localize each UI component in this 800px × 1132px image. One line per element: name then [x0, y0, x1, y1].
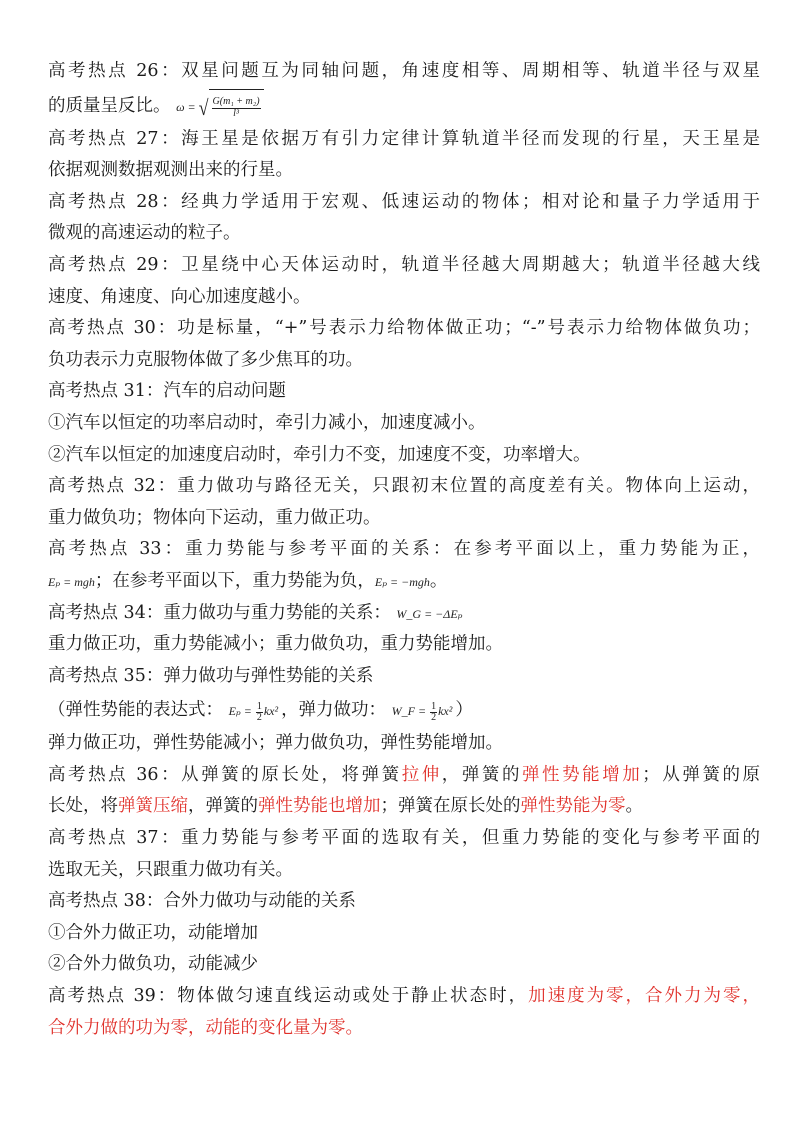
text-line: 负功表示力克服物体做了多少焦耳的功。 [48, 349, 363, 370]
highlight-text: 弹簧压缩 [118, 796, 188, 817]
highlight-line: 合外力做的功为零，动能的变化量为零。 [48, 1017, 363, 1038]
elastic-work-formula [391, 700, 456, 724]
text-line: 高考热点 32：重力做功与路径无关，只跟初末位置的高度差有关。物体向上运动， [48, 476, 760, 497]
elastic-ep-lhs: Eₚ = [228, 704, 252, 719]
text-line: 高考热点 31：汽车的启动问题 [48, 381, 286, 402]
text-span: 。 [625, 796, 643, 817]
text-span: 高考热点 39：物体做匀速直线运动或处于静止状态时， [48, 986, 529, 1007]
half-numerator: 1 [256, 700, 262, 712]
text-line: 高考热点 27：海王星是依据万有引力定律计算轨道半径而发现的行星，天王星是 [48, 128, 760, 149]
text-span: 。 [429, 570, 448, 591]
text-span: ，弹簧的 [188, 796, 258, 817]
text-line: ②合外力做负功，动能减少 [48, 954, 258, 975]
text-span: ，弹簧的 [441, 764, 522, 785]
document-body [48, 56, 760, 1044]
text-line: 高考热点 33：重力势能与参考平面的关系：在参考平面以上，重力势能为正， [48, 539, 760, 560]
omega-denominator: l³ [233, 107, 239, 119]
highlight-text: 加速度为零，合外力为零， [528, 986, 760, 1007]
kx2-term: kx² [263, 704, 279, 719]
text-span: ；弹簧在原长处的 [380, 796, 521, 817]
text-line: 高考热点 37：重力势能与参考平面的选取有关，但重力势能的变化与参考平面的 [48, 828, 760, 849]
text-line: 微观的高速运动的粒子。 [48, 223, 241, 244]
text-line [48, 598, 760, 630]
elastic-w-lhs: W_F = [391, 704, 427, 719]
text-span: ，弹力做功： [281, 700, 387, 721]
highlight-text: 弹性势能为零 [520, 796, 626, 817]
text-line: 高考热点 26：双星问题互为同轴问题，角速度相等、周期相等、轨道半径与双星 [48, 61, 760, 81]
omega-formula [176, 95, 264, 120]
text-line: 重力做负功；物体向下运动，重力做正功。 [48, 507, 381, 528]
elastic-ep-formula [228, 700, 281, 724]
text-line: 弹力做正功，弹性势能减小；弹力做负功，弹性势能增加。 [48, 733, 503, 754]
text-line [48, 760, 760, 792]
text-line: ②汽车以恒定的加速度启动时，牵引力不变，加速度不变，功率增大。 [48, 444, 591, 465]
sqrt-icon: √ $\frac{\text{G(m₁ + m₂)}}{\text{l³}}$ [199, 89, 264, 126]
text-line: 重力做正功，重力势能减小；重力做负功，重力势能增加。 [48, 634, 503, 655]
half-denominator: 2 [431, 712, 437, 724]
text-line: ①汽车以恒定的功率启动时，牵引力减小，加速度减小。 [48, 412, 486, 433]
kx2-term: kx² [438, 704, 453, 719]
omega-lhs: ω = [176, 99, 196, 114]
text-span: 高考热点 36：从弹簧的原长处，将弹簧 [48, 764, 402, 785]
half-numerator: 1 [431, 700, 437, 712]
text-line: 选取无关，只跟重力做功有关。 [48, 859, 293, 880]
wg-formula: W_G = −ΔEₚ [396, 606, 463, 621]
text-line [48, 566, 760, 598]
text-line: 高考热点 28：经典力学适用于宏观、低速运动的物体；相对论和量子力学适用于 [48, 191, 760, 212]
text-line [48, 692, 760, 728]
text-line: 依据观测数据观测出来的行星。 [48, 160, 293, 181]
text-line: 高考热点 30：功是标量，“+”号表示力给物体做正功；“-”号表示力给物体做负功； [48, 318, 760, 339]
text-line: 高考热点 35：弹力做功与弹性势能的关系 [48, 665, 374, 686]
text-line: 高考热点 38：合外力做功与动能的关系 [48, 891, 356, 912]
text-line [48, 981, 760, 1013]
text-line: 速度、角速度、向心加速度越小。 [48, 286, 311, 307]
text-line [48, 88, 760, 124]
text-span: ；从弹簧的原 [642, 764, 761, 785]
text-line [48, 791, 760, 823]
text-line: 高考热点 29：卫星绕中心天体运动时，轨道半径越大周期越大；轨道半径越大线 [48, 254, 760, 275]
text-span: ；在参考平面以下，重力势能为负， [94, 570, 375, 591]
ep-positive-formula: Eₚ = mgh [48, 574, 95, 589]
text-span: ） [455, 700, 473, 721]
ep-negative-formula: Eₚ = −mgh [374, 574, 430, 589]
highlight-text: 弹性势能增加 [522, 764, 643, 785]
text-span: （弹性势能的表达式： [48, 700, 223, 721]
text-span: 长处，将 [48, 796, 118, 817]
highlight-text: 弹性势能也增加 [258, 796, 381, 817]
omega-numerator: G(m₁ + m₂) [212, 96, 260, 108]
text-line: ①合外力做正功，动能增加 [48, 922, 258, 943]
half-denominator: 2 [256, 712, 262, 724]
text-span: 高考热点 34：重力做功与重力势能的关系： [48, 602, 391, 623]
text-span: 的质量呈反比。 [48, 95, 171, 116]
highlight-text: 拉伸 [401, 764, 442, 785]
